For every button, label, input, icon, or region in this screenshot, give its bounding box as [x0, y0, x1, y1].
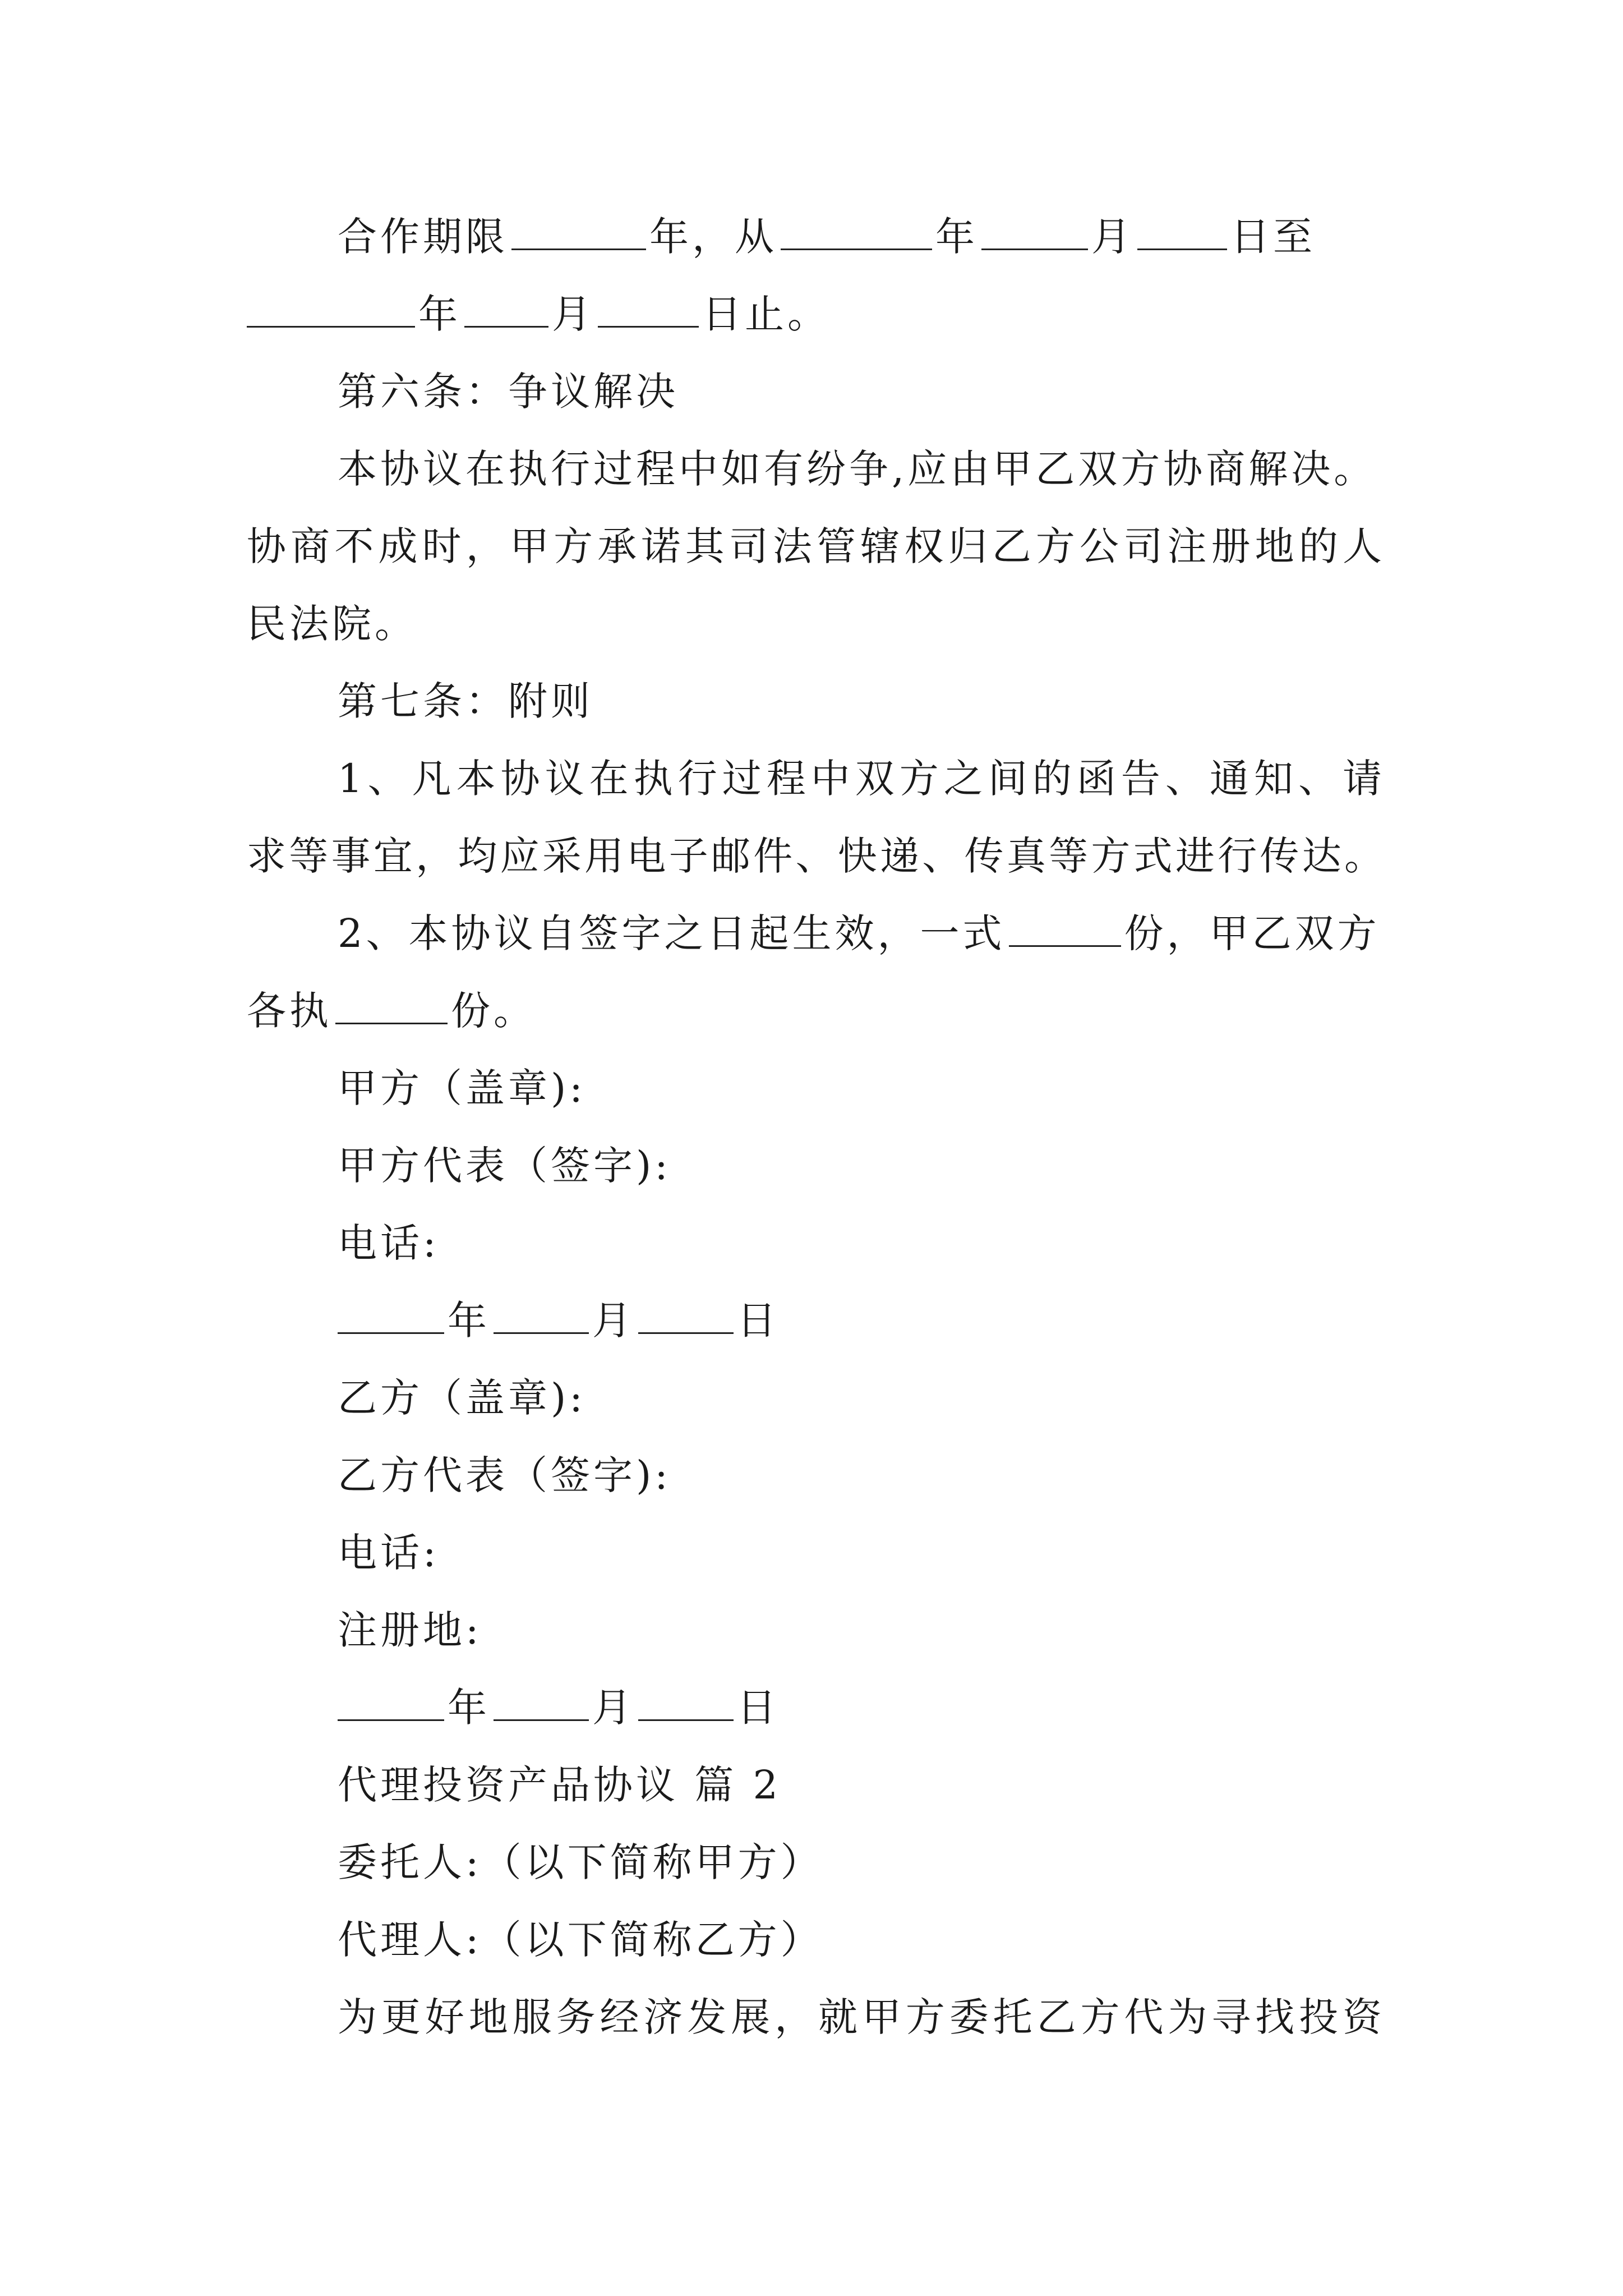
article-6-title: 第六条：争议解决	[338, 369, 679, 415]
article-7-title: 第七条：附则	[338, 678, 593, 724]
start-month-blank	[981, 214, 1088, 250]
article-7-item-1-line-1: 1、凡本协议在执行过程中双方之间的函告、通知、请	[338, 756, 1385, 802]
date-b-month-label: 月	[592, 1685, 635, 1731]
article-7-item-2-line-2	[247, 983, 1385, 1039]
term-label: 合作期限	[338, 214, 508, 260]
article-6-para-line-2: 协商不成时，甲方承诺其司法管辖权归乙方公司注册地的人	[247, 523, 1385, 569]
date-b-day-label: 日	[737, 1685, 780, 1731]
article-7-item-2-line-1	[247, 905, 1385, 961]
date-b-month-blank	[494, 1685, 589, 1721]
end-day-label: 日止。	[702, 291, 830, 337]
party-a-representative: 甲方代表（签字):	[338, 1143, 671, 1189]
start-year-blank	[781, 214, 932, 250]
start-year-label: 年	[935, 214, 978, 260]
party-b-date	[247, 1680, 1385, 1736]
start-month-label: 月	[1091, 214, 1134, 260]
end-year-blank	[247, 291, 415, 328]
end-month-blank	[464, 291, 548, 328]
section-2-title: 代理投资产品协议 篇 2	[338, 1762, 782, 1808]
copies-suffix: 份，甲乙双方	[1124, 910, 1380, 956]
date-a-day-blank	[638, 1297, 734, 1334]
article-6-para-line-1: 本协议在执行过程中如有纷争,应由甲乙双方协商解决。	[338, 446, 1377, 492]
date-b-day-blank	[638, 1685, 734, 1721]
agent-line: 代理人:（以下简称乙方）	[338, 1917, 823, 1963]
date-a-year-blank	[338, 1297, 444, 1334]
party-a-seal: 甲方（盖章):	[338, 1065, 586, 1111]
article-7-item-1-line-2: 求等事宜，均应采用电子邮件、快递、传真等方式进行传达。	[247, 833, 1385, 879]
start-day-blank	[1137, 214, 1227, 250]
term-years-blank	[511, 214, 646, 250]
article-6-para-line-3: 民法院。	[247, 601, 417, 647]
term-line-1	[247, 209, 1385, 265]
date-a-month-label: 月	[592, 1297, 635, 1343]
each-holds-suffix: 份。	[451, 988, 536, 1034]
intro-line: 为更好地服务经济发展，就甲方委托乙方代为寻找投资	[338, 1994, 1385, 2040]
date-a-day-label: 日	[737, 1297, 780, 1343]
term-line-2	[247, 286, 1385, 342]
party-b-registered-address: 注册地:	[338, 1607, 482, 1653]
party-a-date	[247, 1292, 1385, 1349]
date-a-month-blank	[494, 1297, 589, 1334]
copies-blank	[1009, 910, 1121, 947]
party-b-seal: 乙方（盖章):	[338, 1375, 586, 1421]
date-a-year-label: 年	[448, 1297, 490, 1343]
each-holds-blank	[335, 988, 448, 1024]
end-month-label: 月	[552, 291, 594, 337]
party-b-phone: 电话:	[338, 1530, 440, 1576]
copies-label: 2、本协议自签字之日起生效，一式	[338, 910, 1006, 956]
end-day-blank	[598, 291, 699, 328]
start-day-label: 日至	[1230, 214, 1316, 260]
date-b-year-blank	[338, 1685, 444, 1721]
principal-line: 委托人:（以下简称甲方）	[338, 1839, 823, 1885]
date-b-year-label: 年	[448, 1685, 490, 1731]
term-from-label: 年，从	[649, 214, 777, 260]
party-b-representative: 乙方代表（签字):	[338, 1452, 671, 1498]
party-a-phone: 电话:	[338, 1220, 440, 1266]
end-year-label: 年	[418, 291, 461, 337]
each-holds-label: 各执	[247, 988, 332, 1034]
